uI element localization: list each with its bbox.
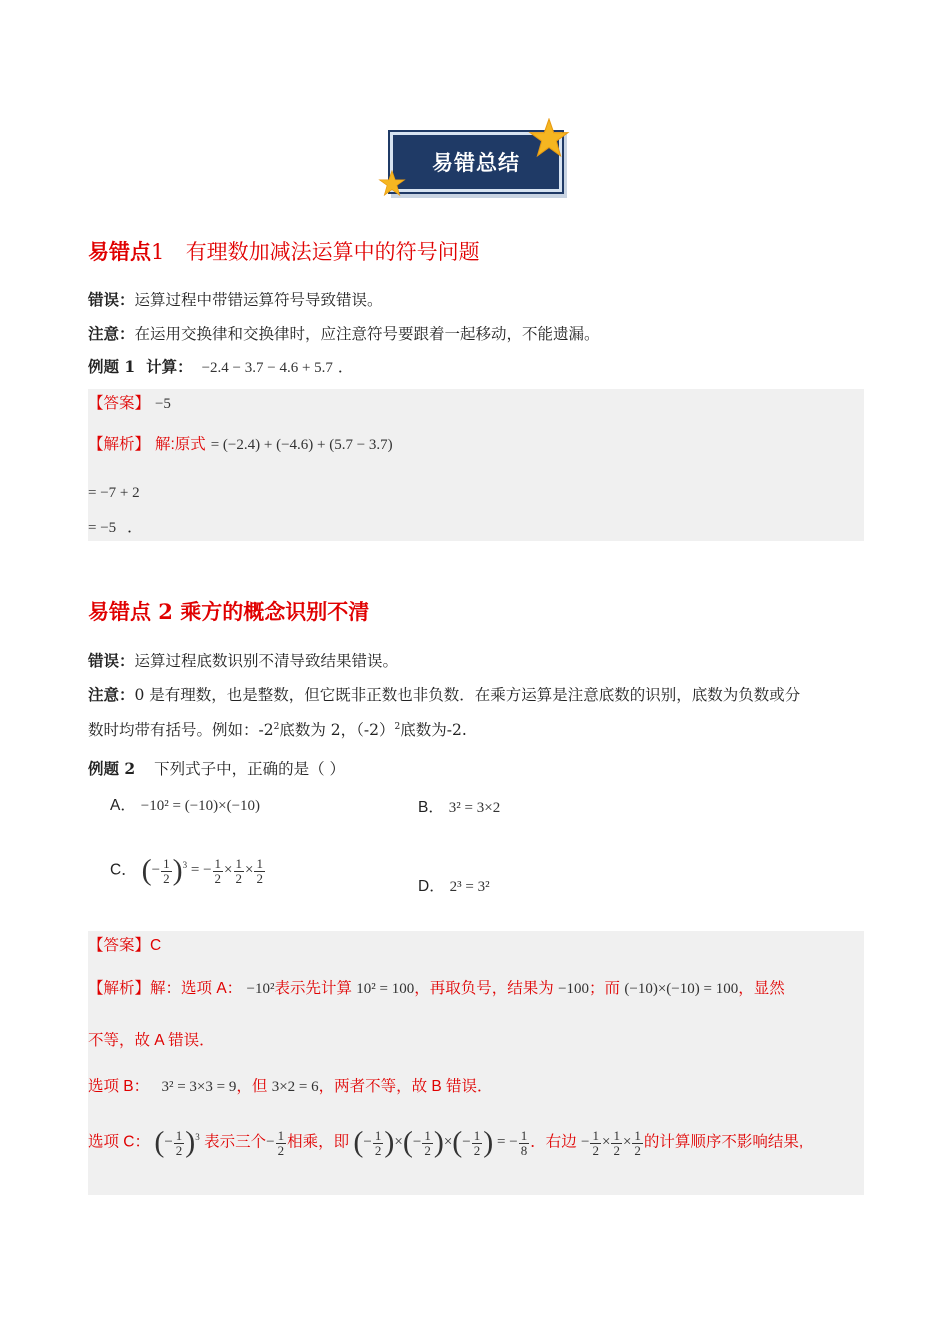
superscript: 2 [394, 721, 401, 732]
option-d-expr: 2³ = 3² [449, 879, 490, 895]
error-line [88, 289, 864, 312]
note-text-a: 数时均带有括号。例如：-2 [88, 721, 274, 739]
analysis-line-b [88, 1076, 864, 1098]
analysis-line-a [88, 978, 864, 1000]
note-line [88, 323, 864, 346]
answer-label: 【答案】 [88, 395, 151, 412]
superscript: 2 [273, 721, 280, 732]
analysis-line-a2: 不等，故 A 错误． [88, 1032, 215, 1049]
option-c-expr: (− $\frac{1}{2}$ )$^3$ = − $\frac{1}{2}$ × $\frac{1}{2}$ × $\frac{1}{2}$ [141, 854, 263, 887]
option-b[interactable] [418, 797, 500, 819]
answer-line-1 [88, 393, 864, 415]
analysis-expression: = (−2.4) + (−4.6) + (5.7 − 3.7) [210, 437, 393, 453]
star-icon [378, 170, 406, 198]
answer-value: C [150, 937, 162, 954]
badge-title: 易错总结 [432, 151, 520, 175]
step-3-expr: = −5 [88, 520, 117, 536]
math-expr: − $\frac{1}{2}$ × $\frac{1}{2}$ × $\frac{1}{2}$ [581, 1127, 641, 1158]
option-a[interactable] [110, 795, 260, 817]
analysis-text: 表示三个 [204, 1133, 267, 1151]
analysis-text: ，显然 [738, 980, 785, 997]
math-expr: −10² [246, 981, 275, 997]
option-b-label: B． [418, 799, 444, 816]
analysis-text: 表示先计算 [274, 980, 352, 997]
option-d[interactable] [418, 876, 490, 898]
option-b-expr: 3² = 3×2 [448, 800, 501, 816]
example-prefix: 计算： [146, 357, 193, 376]
analysis-label: 【解析】 [88, 436, 151, 453]
step-3-end: ． [127, 518, 143, 536]
heading-prefix: 易错点 [88, 239, 151, 264]
note-text-c: 底数为-2. [400, 721, 467, 739]
example2-line [88, 758, 864, 781]
step-2 [88, 482, 864, 504]
note-text: 在运用交换律和交换律时，应注意符号要跟着一起移动，不能遗漏。 [134, 325, 600, 343]
analysis-text: ，但 [236, 1078, 268, 1095]
math-expr: − $\frac{1}{2}$ [266, 1127, 285, 1158]
error-label: 错误： [88, 651, 135, 670]
answer-value: −5 [154, 396, 171, 412]
error-text: 运算过程中带错运算符号导致错误。 [134, 291, 383, 309]
option-c-label: C． [110, 861, 137, 879]
note-text-b: 底数为 2，（-2） [279, 721, 395, 739]
section-badge [378, 118, 578, 198]
option-a-expr: −10² = (−10)×(−10) [140, 798, 261, 814]
analysis-text: ；而 [589, 980, 621, 997]
analysis-line-c [88, 1128, 864, 1158]
example-expression: −2.4 − 3.7 − 4.6 + 5.7 [201, 360, 333, 376]
error-label: 错误： [88, 290, 135, 309]
example1-line [88, 356, 864, 379]
example-label: 例题 2 [88, 759, 136, 778]
option-c-analysis-label: 选项 C： [88, 1133, 151, 1151]
math-expr: 3×2 = 6 [271, 1079, 319, 1095]
analysis-line-1 [88, 434, 864, 456]
example-label: 例题 1 [88, 357, 136, 376]
math-expr: (− $\frac{1}{2}$ )×(− $\frac{1}{2}$ )×(− $\frac{1}{2}$ ) = − $\frac{1}{8}$ [353, 1126, 528, 1159]
analysis-text: ．右边 [530, 1133, 577, 1151]
math-expr: 3² = 3×3 = 9 [161, 1079, 237, 1095]
section2-heading: 易错点 2 乘方的概念识别不清 [88, 599, 370, 624]
example-text: 下列式子中，正确的是（ ） [154, 760, 346, 778]
option-d-label: D． [418, 878, 445, 895]
math-expr: (− $\frac{1}{2}$ )$^3$ [154, 1126, 200, 1159]
heading-num: 1 [151, 240, 165, 264]
option-b-analysis-label: 选项 B： [88, 1078, 150, 1095]
analysis-label: 【解析】 [88, 980, 151, 997]
analysis-text: ，两者不等，故 B 错误． [318, 1078, 493, 1095]
analysis-text: 相乘，即 [287, 1133, 350, 1151]
analysis-prefix: 解:原式 [154, 436, 206, 453]
analysis-text: ，再取负号，结果为 [414, 980, 554, 997]
math-expr: 10² = 100 [356, 981, 415, 997]
error-line-2 [88, 650, 864, 673]
example-end: ． [337, 358, 354, 376]
section1-heading [88, 236, 864, 266]
note-label: 注意： [88, 324, 135, 343]
option-a-label: A． [110, 797, 136, 814]
star-icon [528, 118, 570, 160]
note-line-2b [88, 720, 864, 742]
step-2-expr: = −7 + 2 [88, 485, 140, 501]
error-text: 运算过程底数识别不清导致结果错误。 [134, 652, 399, 670]
math-expr: (−10)×(−10) = 100 [624, 981, 739, 997]
answer-label: 【答案】 [88, 937, 151, 954]
note-label: 注意： [88, 685, 135, 704]
analysis-text: 解：选项 A： [150, 980, 243, 997]
option-c[interactable] [110, 856, 266, 886]
answer-line-2 [88, 935, 864, 957]
math-expr: −100 [558, 981, 590, 997]
analysis-text: 的计算顺序不影响结果, [643, 1133, 804, 1151]
note-text: 0 是有理数，也是整数，但它既非正数也非负数．在乘方运算是注意底数的识别，底数为负数或分 [134, 686, 801, 704]
note-line-2 [88, 684, 864, 707]
step-3 [88, 517, 864, 539]
heading-title: 有理数加减法运算中的符号问题 [185, 240, 480, 264]
